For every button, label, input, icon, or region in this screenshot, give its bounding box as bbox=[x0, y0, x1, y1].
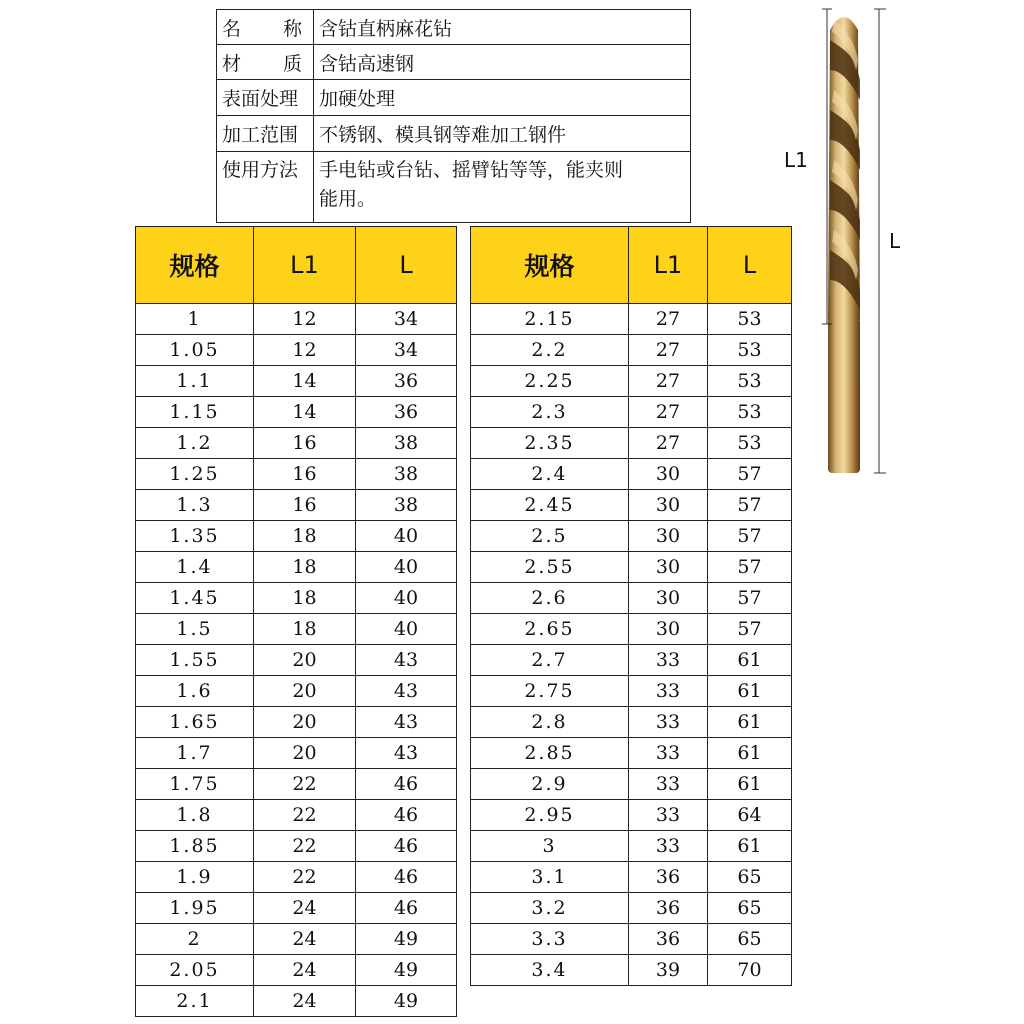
cell-spec: 2.25 bbox=[471, 366, 629, 397]
cell-spec: 1.35 bbox=[136, 521, 254, 552]
cell-l: 43 bbox=[356, 645, 457, 676]
spec-value: 加硬处理 bbox=[314, 80, 691, 116]
cell-l: 46 bbox=[356, 893, 457, 924]
table-row bbox=[136, 583, 457, 614]
table-row bbox=[471, 490, 792, 521]
cell-spec: 2.8 bbox=[471, 707, 629, 738]
cell-spec: 3.2 bbox=[471, 893, 629, 924]
cell-spec: 3 bbox=[471, 831, 629, 862]
label-l1: L1 bbox=[784, 148, 808, 172]
cell-l1: 39 bbox=[629, 955, 708, 986]
cell-l1: 18 bbox=[254, 614, 356, 645]
cell-spec: 1.9 bbox=[136, 862, 254, 893]
cell-spec: 2.7 bbox=[471, 645, 629, 676]
cell-l1: 27 bbox=[629, 335, 708, 366]
cell-l1: 14 bbox=[254, 397, 356, 428]
header-l: L bbox=[708, 227, 792, 304]
cell-spec: 2 bbox=[136, 924, 254, 955]
table-row bbox=[471, 459, 792, 490]
cell-spec: 2.45 bbox=[471, 490, 629, 521]
cell-l: 40 bbox=[356, 552, 457, 583]
cell-l: 53 bbox=[708, 335, 792, 366]
cell-l: 38 bbox=[356, 428, 457, 459]
cell-spec: 2.6 bbox=[471, 583, 629, 614]
table-row bbox=[136, 335, 457, 366]
spec-key: 加工范围 bbox=[217, 116, 314, 152]
table-row bbox=[471, 645, 792, 676]
cell-l1: 20 bbox=[254, 738, 356, 769]
table-row bbox=[471, 862, 792, 893]
table-row bbox=[471, 800, 792, 831]
spec-value: 含钴直柄麻花钻 bbox=[314, 10, 691, 45]
cell-l: 61 bbox=[708, 707, 792, 738]
table-row bbox=[136, 707, 457, 738]
table-row bbox=[136, 738, 457, 769]
size-table-left bbox=[135, 226, 457, 1017]
cell-l1: 27 bbox=[629, 366, 708, 397]
cell-l1: 33 bbox=[629, 707, 708, 738]
table-row bbox=[471, 521, 792, 552]
cell-spec: 1.65 bbox=[136, 707, 254, 738]
cell-l: 49 bbox=[356, 986, 457, 1017]
table-row bbox=[136, 490, 457, 521]
cell-l: 53 bbox=[708, 428, 792, 459]
size-table-header bbox=[471, 227, 792, 304]
cell-l1: 12 bbox=[254, 335, 356, 366]
cell-l1: 22 bbox=[254, 769, 356, 800]
spec-row-material bbox=[217, 45, 691, 80]
table-row bbox=[136, 769, 457, 800]
cell-spec: 1.95 bbox=[136, 893, 254, 924]
cell-l: 40 bbox=[356, 614, 457, 645]
spec-key: 表面处理 bbox=[217, 80, 314, 116]
cell-l1: 22 bbox=[254, 800, 356, 831]
cell-spec: 2.2 bbox=[471, 335, 629, 366]
cell-l1: 24 bbox=[254, 893, 356, 924]
cell-l: 38 bbox=[356, 459, 457, 490]
cell-spec: 2.05 bbox=[136, 955, 254, 986]
header-l1: L1 bbox=[254, 227, 356, 304]
cell-spec: 2.55 bbox=[471, 552, 629, 583]
cell-l: 61 bbox=[708, 769, 792, 800]
cell-spec: 1.4 bbox=[136, 552, 254, 583]
cell-l: 43 bbox=[356, 707, 457, 738]
cell-spec: 1.25 bbox=[136, 459, 254, 490]
cell-l1: 30 bbox=[629, 490, 708, 521]
spec-value: 含钴高速钢 bbox=[314, 45, 691, 80]
drill-shank bbox=[828, 318, 860, 473]
cell-l: 53 bbox=[708, 304, 792, 335]
cell-spec: 1.1 bbox=[136, 366, 254, 397]
spec-row-name bbox=[217, 10, 691, 45]
table-row bbox=[471, 366, 792, 397]
spec-key bbox=[217, 45, 314, 80]
header-spec: 规格 bbox=[471, 227, 629, 304]
cell-l: 57 bbox=[708, 521, 792, 552]
cell-l1: 33 bbox=[629, 645, 708, 676]
table-row bbox=[471, 955, 792, 986]
cell-l1: 20 bbox=[254, 645, 356, 676]
header-spec: 规格 bbox=[136, 227, 254, 304]
cell-l: 36 bbox=[356, 397, 457, 428]
cell-spec: 2.9 bbox=[471, 769, 629, 800]
cell-spec: 1.6 bbox=[136, 676, 254, 707]
cell-l1: 33 bbox=[629, 676, 708, 707]
cell-l: 46 bbox=[356, 800, 457, 831]
cell-spec: 2.85 bbox=[471, 738, 629, 769]
table-row bbox=[471, 893, 792, 924]
cell-l: 34 bbox=[356, 304, 457, 335]
table-row bbox=[471, 738, 792, 769]
cell-spec: 1.45 bbox=[136, 583, 254, 614]
cell-spec: 2.3 bbox=[471, 397, 629, 428]
table-row bbox=[471, 397, 792, 428]
cell-l: 57 bbox=[708, 552, 792, 583]
cell-l1: 27 bbox=[629, 304, 708, 335]
cell-l: 61 bbox=[708, 645, 792, 676]
header-l1: L1 bbox=[629, 227, 708, 304]
cell-l1: 36 bbox=[629, 924, 708, 955]
spec-table bbox=[216, 9, 691, 223]
cell-l: 46 bbox=[356, 862, 457, 893]
cell-l: 53 bbox=[708, 397, 792, 428]
table-row bbox=[471, 707, 792, 738]
cell-l: 38 bbox=[356, 490, 457, 521]
cell-l1: 36 bbox=[629, 862, 708, 893]
table-row bbox=[136, 552, 457, 583]
cell-l: 70 bbox=[708, 955, 792, 986]
table-row bbox=[471, 304, 792, 335]
table-row bbox=[136, 800, 457, 831]
table-row bbox=[471, 614, 792, 645]
cell-spec: 1.85 bbox=[136, 831, 254, 862]
spec-row-surface bbox=[217, 80, 691, 116]
label-l: L bbox=[889, 229, 901, 253]
spec-value: 不锈钢、模具钢等难加工钢件 bbox=[314, 116, 691, 152]
size-table-right bbox=[470, 226, 792, 986]
cell-l1: 33 bbox=[629, 831, 708, 862]
cell-l: 40 bbox=[356, 521, 457, 552]
cell-spec: 1.15 bbox=[136, 397, 254, 428]
cell-l: 57 bbox=[708, 490, 792, 521]
cell-spec: 1.3 bbox=[136, 490, 254, 521]
cell-l: 61 bbox=[708, 676, 792, 707]
spec-value-line: 能用。 bbox=[319, 188, 377, 210]
cell-l1: 18 bbox=[254, 552, 356, 583]
cell-spec: 3.3 bbox=[471, 924, 629, 955]
cell-spec: 3.4 bbox=[471, 955, 629, 986]
cell-spec: 2.1 bbox=[136, 986, 254, 1017]
cell-l1: 22 bbox=[254, 862, 356, 893]
cell-spec: 3.1 bbox=[471, 862, 629, 893]
cell-l1: 33 bbox=[629, 800, 708, 831]
cell-l1: 18 bbox=[254, 583, 356, 614]
table-row bbox=[136, 955, 457, 986]
spec-key-char: 称 bbox=[282, 17, 302, 40]
table-row bbox=[136, 459, 457, 490]
spec-key: 使用方法 bbox=[217, 152, 314, 223]
table-row bbox=[471, 676, 792, 707]
spec-value bbox=[314, 152, 691, 223]
table-row bbox=[136, 645, 457, 676]
cell-l: 43 bbox=[356, 676, 457, 707]
cell-l1: 16 bbox=[254, 490, 356, 521]
cell-l: 61 bbox=[708, 831, 792, 862]
table-row bbox=[471, 428, 792, 459]
table-row bbox=[136, 893, 457, 924]
cell-l: 65 bbox=[708, 862, 792, 893]
cell-l1: 24 bbox=[254, 986, 356, 1017]
cell-l: 64 bbox=[708, 800, 792, 831]
table-row bbox=[136, 428, 457, 459]
cell-l1: 16 bbox=[254, 428, 356, 459]
cell-l1: 33 bbox=[629, 769, 708, 800]
cell-l: 46 bbox=[356, 769, 457, 800]
cell-l1: 30 bbox=[629, 614, 708, 645]
cell-l1: 30 bbox=[629, 583, 708, 614]
table-row bbox=[136, 366, 457, 397]
table-row bbox=[471, 769, 792, 800]
cell-l1: 33 bbox=[629, 738, 708, 769]
cell-spec: 1.55 bbox=[136, 645, 254, 676]
table-row bbox=[136, 862, 457, 893]
cell-l1: 12 bbox=[254, 304, 356, 335]
table-row bbox=[471, 335, 792, 366]
table-row bbox=[136, 924, 457, 955]
cell-l: 36 bbox=[356, 366, 457, 397]
cell-spec: 1.75 bbox=[136, 769, 254, 800]
cell-l1: 24 bbox=[254, 955, 356, 986]
cell-l1: 30 bbox=[629, 521, 708, 552]
cell-spec: 1.8 bbox=[136, 800, 254, 831]
cell-l: 43 bbox=[356, 738, 457, 769]
table-row bbox=[136, 521, 457, 552]
table-row bbox=[471, 924, 792, 955]
spec-key-char: 材 bbox=[222, 52, 242, 75]
cell-l: 65 bbox=[708, 893, 792, 924]
table-row bbox=[471, 552, 792, 583]
table-row bbox=[136, 676, 457, 707]
cell-l1: 30 bbox=[629, 552, 708, 583]
cell-l: 34 bbox=[356, 335, 457, 366]
spec-key-char: 质 bbox=[282, 52, 302, 75]
table-row bbox=[136, 831, 457, 862]
cell-spec: 1.7 bbox=[136, 738, 254, 769]
cell-l: 49 bbox=[356, 955, 457, 986]
cell-l1: 16 bbox=[254, 459, 356, 490]
cell-l: 40 bbox=[356, 583, 457, 614]
cell-l: 57 bbox=[708, 583, 792, 614]
spec-row-range bbox=[217, 116, 691, 152]
cell-l1: 20 bbox=[254, 676, 356, 707]
cell-l1: 27 bbox=[629, 397, 708, 428]
cell-spec: 2.4 bbox=[471, 459, 629, 490]
spec-key bbox=[217, 10, 314, 45]
cell-spec: 2.95 bbox=[471, 800, 629, 831]
cell-spec: 1.05 bbox=[136, 335, 254, 366]
cell-spec: 2.65 bbox=[471, 614, 629, 645]
cell-l: 57 bbox=[708, 459, 792, 490]
cell-l: 57 bbox=[708, 614, 792, 645]
table-row bbox=[136, 986, 457, 1017]
header-l: L bbox=[356, 227, 457, 304]
cell-spec: 2.5 bbox=[471, 521, 629, 552]
cell-spec: 1.2 bbox=[136, 428, 254, 459]
spec-value-line: 手电钻或台钻、摇臂钻等等，能夹则 bbox=[319, 159, 624, 181]
cell-l1: 24 bbox=[254, 924, 356, 955]
cell-l1: 20 bbox=[254, 707, 356, 738]
cell-spec: 2.35 bbox=[471, 428, 629, 459]
cell-spec: 1 bbox=[136, 304, 254, 335]
size-table-header bbox=[136, 227, 457, 304]
table-row bbox=[471, 583, 792, 614]
cell-spec: 2.15 bbox=[471, 304, 629, 335]
table-row bbox=[136, 614, 457, 645]
cell-l: 53 bbox=[708, 366, 792, 397]
cell-l1: 30 bbox=[629, 459, 708, 490]
cell-l1: 18 bbox=[254, 521, 356, 552]
cell-l: 65 bbox=[708, 924, 792, 955]
cell-spec: 2.75 bbox=[471, 676, 629, 707]
cell-l1: 14 bbox=[254, 366, 356, 397]
cell-spec: 1.5 bbox=[136, 614, 254, 645]
cell-l1: 27 bbox=[629, 428, 708, 459]
spec-row-usage bbox=[217, 152, 691, 223]
cell-l: 49 bbox=[356, 924, 457, 955]
table-row bbox=[136, 397, 457, 428]
cell-l1: 22 bbox=[254, 831, 356, 862]
table-row bbox=[136, 304, 457, 335]
cell-l: 61 bbox=[708, 738, 792, 769]
spec-key-char: 名 bbox=[222, 17, 242, 40]
cell-l1: 36 bbox=[629, 893, 708, 924]
table-row bbox=[471, 831, 792, 862]
cell-l: 46 bbox=[356, 831, 457, 862]
